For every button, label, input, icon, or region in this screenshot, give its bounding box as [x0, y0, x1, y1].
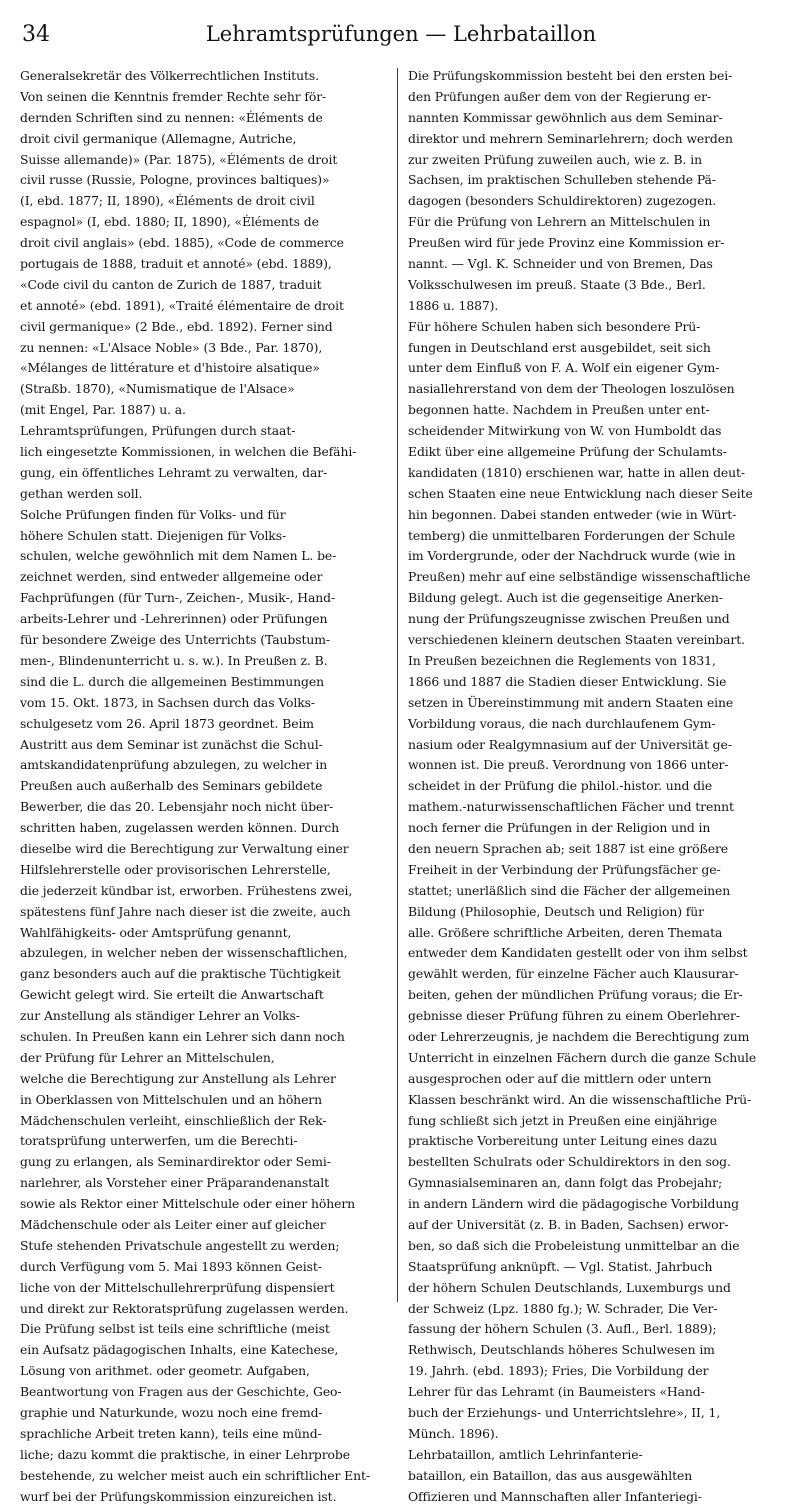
text-line: durch Verfügung vom 5. Mai 1893 können Geist- — [20, 1258, 322, 1274]
text-line: 1886 u. 1887). — [408, 297, 499, 313]
text-line: Münch. 1896). — [408, 1425, 499, 1441]
text-line: graphie und Naturkunde, wozu noch eine fremd- — [20, 1405, 323, 1420]
text-line: Unterricht in einzelnen Fächern durch die ganze Schule — [408, 1049, 757, 1065]
text-line: schulen. In Preußen kann ein Lehrer sich dann noch — [20, 1028, 345, 1044]
text-line: Solche Prüfungen finden für Volks- und für — [20, 506, 286, 522]
text-line: in Oberklassen von Mittelschulen und an höhern — [20, 1091, 323, 1107]
text-line: ben, so daß sich die Probeleistung unmittelbar an die — [408, 1237, 740, 1253]
text-line: buch der Erziehungs- und Unterrichtslehre», II, 1, — [408, 1405, 721, 1420]
text-line: gethan werden soll. — [20, 485, 143, 501]
text-line: unter dem Einfluß von F. A. Wolf ein eigener Gym- — [408, 360, 720, 376]
text-line: fungen in Deutschland erst ausgebildet, seit sich — [408, 339, 711, 355]
text-line: alle. Größere schriftliche Arbeiten, deren Themata — [408, 924, 723, 940]
text-line: der Prüfung für Lehrer an Mittelschulen, — [20, 1049, 275, 1065]
text-line: Gewicht gelegt wird. Sie erteilt die Anwartschaft — [20, 987, 324, 1003]
text-line: Hilfslehrerstelle oder provisorischen Lehrerstelle, — [20, 861, 331, 877]
text-line: zur zweiten Prüfung zuweilen auch, wie z. B. in — [408, 151, 702, 167]
text-line: Von seinen die Kenntnis fremder Rechte sehr för- — [20, 88, 327, 104]
text-line: mathem.-naturwissenschaftlichen Fächer und trennt — [408, 799, 734, 815]
text-line: Austritt aus dem Seminar ist zunächst die Schul- — [20, 736, 323, 752]
text-line: liche; dazu kommt die praktische, in einer Lehrprobe — [20, 1446, 350, 1462]
text-line: dieselbe wird die Berechtigung zur Verwaltung einer — [20, 840, 349, 856]
text-line: «Mélanges de littérature et d'histoire alsatique» — [20, 360, 320, 376]
text-line: dagogen (besonders Schuldirektoren) zugezogen. — [408, 193, 717, 209]
text-line: droit civil anglais» (ebd. 1885), «Code de commerce — [20, 235, 344, 251]
text-line: et annoté» (ebd. 1891), «Traité élémentaire de droit — [20, 297, 344, 313]
text-line: Beantwortung von Fragen aus der Geschichte, Geo- — [20, 1384, 342, 1400]
text-line: den Prüfungen außer dem von der Regierung er- — [408, 88, 712, 104]
text-line: sowie als Rektor einer Mittelschule oder einer höhern — [20, 1196, 356, 1212]
left-column — [20, 66, 396, 1507]
text-line: Edikt über eine allgemeine Prüfung der Schulamts- — [408, 444, 727, 460]
text-line: Mädchenschule oder als Leiter einer auf gleicher — [20, 1216, 326, 1232]
text-line: die jederzeit kündbar ist, erworben. Frühestens zwei, — [20, 882, 353, 898]
text-line: schulen, welche gewöhnlich mit dem Namen L. be- — [20, 548, 337, 564]
text-line: In Preußen bezeichnen die Reglements von 1831, — [408, 652, 716, 668]
text-line: sind die L. durch die allgemeinen Bestimmungen — [20, 673, 324, 689]
text-line: hin begonnen. Dabei standen entweder (wie in Würt- — [408, 506, 737, 522]
text-line: gebnisse dieser Prüfung führen zu einem Oberlehrer- — [408, 1008, 740, 1024]
text-line: Klassen beschränkt wird. An die wissenschaftliche Prü- — [408, 1091, 752, 1107]
right-column — [408, 66, 780, 1507]
text-line: direktor und mehrern Seminarlehrern; doch werden — [408, 130, 733, 146]
text-line: und direkt zur Rektoratsprüfung zugelassen werden. — [20, 1300, 349, 1316]
text-line: in andern Ländern wird die pädagogische Vorbildung — [408, 1196, 739, 1212]
text-line: praktische Vorbereitung unter Leitung eines dazu — [408, 1133, 718, 1149]
text-line: zeichnet werden, sind entweder allgemeine oder — [20, 569, 323, 585]
text-line: entweder dem Kandidaten gestellt oder von ihm selbst — [408, 945, 748, 961]
text-line: 19. Jahrh. (ebd. 1893); Fries, Die Vorbildung der — [408, 1363, 709, 1379]
text-line: Die Prüfungskommission besteht bei den ersten bei- — [408, 68, 733, 83]
text-line: Preußen auch außerhalb des Seminars gebildete — [20, 778, 323, 794]
text-line: Preußen wird für jede Provinz eine Kommission er- — [408, 235, 725, 251]
page-header — [22, 12, 780, 68]
text-line: nasiallehrerstand von dem der Theologen loszulösen — [408, 381, 735, 397]
text-line: fassung der höhern Schulen (3. Aufl., Berl. 1889); — [408, 1321, 717, 1337]
text-line: civil germanique» (2 Bde., ebd. 1892). Ferner sind — [20, 318, 333, 334]
text-line: gung, ein öffentliches Lehramt zu verwalten, dar- — [20, 464, 328, 480]
text-line: Staatsprüfung anknüpft. — Vgl. Statist. Jahrbuch — [408, 1258, 713, 1274]
text-line: begonnen hatte. Nachdem in Preußen unter ent- — [408, 402, 710, 418]
text-line: zur Anstellung als ständiger Lehrer an Volks- — [20, 1008, 300, 1024]
text-line: Volksschulwesen im preuß. Staate (3 Bde., Berl. — [408, 276, 706, 292]
column-divider — [397, 68, 398, 1302]
text-line: Vorbildung voraus, die nach durchlaufenem Gym- — [408, 715, 716, 731]
text-line: setzen in Übereinstimmung mit andern Staaten eine — [408, 694, 734, 710]
text-line: Bewerber, die das 20. Lebensjahr noch nicht über- — [20, 799, 334, 815]
text-line: (mit Engel, Par. 1887) u. a. — [20, 402, 186, 418]
text-line: der höhern Schulen Deutschlands, Luxemburgs und — [408, 1279, 731, 1295]
text-line: spätestens fünf Jahre nach dieser ist die zweite, auch — [20, 903, 351, 919]
text-line: gewählt werden, für einzelne Fächer auch Klausurar- — [408, 966, 739, 982]
text-line: für besondere Zweige des Unterrichts (Taubstum- — [20, 632, 330, 648]
text-line: sprachliche Arbeit treten kann), teils eine münd- — [20, 1425, 322, 1441]
text-line: Lösung von arithmet. oder geometr. Aufgaben, — [20, 1363, 310, 1379]
text-line: nung der Prüfungszeugnisse zwischen Preußen und — [408, 611, 730, 627]
text-line: wurf bei der Prüfungskommission einzureichen ist. — [20, 1488, 337, 1504]
text-line: Lehrer für das Lehramt (in Baumeisters «Hand- — [408, 1384, 705, 1400]
text-line: schulgesetz vom 26. April 1873 geordnet. Beim — [20, 715, 314, 731]
text-line: Bildung gelegt. Auch ist die gegenseitige Anerken- — [408, 590, 723, 606]
text-line: Offizieren und Mannschaften aller Infanteriegi- — [408, 1488, 702, 1504]
text-line: fung schließt sich jetzt in Preußen eine einjährige — [408, 1112, 717, 1128]
text-line: zu nennen: «L'Alsace Noble» (3 Bde., Par. 1870), — [20, 339, 323, 355]
text-line: Gymnasialseminaren an, dann folgt das Probejahr; — [408, 1175, 723, 1191]
text-line: auf der Universität (z. B. in Baden, Sachsen) erwor- — [408, 1216, 729, 1232]
text-line: stattet; unerläßlich sind die Fächer der allgemeinen — [408, 882, 731, 898]
text-line: kandidaten (1810) erschienen war, hatte in allen deut- — [408, 464, 746, 480]
text-line: den neuern Sprachen ab; seit 1887 ist eine größere — [408, 840, 728, 856]
text-line: ein Aufsatz pädagogischen Inhalts, eine Katechese, — [20, 1342, 339, 1358]
text-line: beiten, gehen der mündlichen Prüfung voraus; die Er- — [408, 987, 743, 1003]
text-line: espagnol» (I, ebd. 1880; II, 1890), «Éléments de — [20, 214, 319, 230]
text-line: bestehende, zu welcher meist auch ein schriftlicher Ent- — [20, 1467, 370, 1483]
text-line: Lehrbataillon, amtlich Lehrinfanterie- — [408, 1446, 643, 1462]
text-line: Preußen) mehr auf eine selbständige wissenschaftliche — [408, 569, 751, 585]
text-line: scheidet in der Prüfung die philol.-histor. und die — [408, 778, 713, 794]
text-line: narlehrer, als Vorsteher einer Präparandenanstalt — [20, 1175, 330, 1191]
text-line: toratsprüfung unterwerfen, um die Berechti- — [20, 1133, 298, 1149]
text-line: Wahlfähigkeits- oder Amtsprüfung genannt, — [20, 924, 292, 940]
text-line: temberg) die unmittelbaren Forderungen der Schule — [408, 527, 736, 543]
text-line: Für die Prüfung von Lehrern an Mittelschulen in — [408, 214, 711, 230]
text-line: dernden Schriften sind zu nennen: «Éléments de — [20, 109, 323, 125]
text-line: noch ferner die Prüfungen in der Religion und in — [408, 820, 711, 836]
text-line: Freiheit in der Verbindung der Prüfungsfächer ge- — [408, 861, 721, 877]
text-line: Für höhere Schulen haben sich besondere Prü- — [408, 318, 701, 334]
text-line: der Schweiz (Lpz. 1880 fg.); W. Schrader, Die Ver- — [408, 1300, 718, 1316]
text-line: wonnen ist. Die preuß. Verordnung von 1866 unter- — [408, 757, 729, 773]
page-number: 34 — [22, 22, 50, 47]
text-line: (I, ebd. 1877; II, 1890), «Éléments de droit civil — [20, 193, 315, 209]
text-line: nasium oder Realgymnasium auf der Universität ge- — [408, 736, 732, 752]
text-line: portugais de 1888, traduit et annoté» (ebd. 1889), — [20, 256, 332, 272]
text-line: höhere Schulen statt. Diejenigen für Volks- — [20, 527, 287, 543]
text-line: nannt. — Vgl. K. Schneider und von Bremen, Das — [408, 256, 713, 272]
text-line: lich eingesetzte Kommissionen, in welchen die Befähi- — [20, 444, 357, 460]
text-line: bestellten Schulrats oder Schuldirektors in den sog. — [408, 1154, 731, 1170]
text-line: Generalsekretär des Völkerrechtlichen Instituts. — [20, 68, 319, 83]
text-line: nannten Kommissar gewöhnlich aus dem Seminar- — [408, 109, 723, 125]
text-line: Die Prüfung selbst ist teils eine schriftliche (meist — [20, 1321, 330, 1337]
text-line: men-, Blindenunterricht u. s. w.). In Preußen z. B. — [20, 652, 328, 668]
text-line: Bildung (Philosophie, Deutsch und Religion) für — [408, 903, 704, 919]
text-line: scheidender Mitwirkung von W. von Humboldt das — [408, 423, 722, 439]
text-line: 1866 und 1887 die Stadien dieser Entwicklung. Sie — [408, 673, 727, 689]
text-line: schritten haben, zugelassen werden können. Durch — [20, 820, 340, 836]
text-line: amtskandidatenprüfung abzulegen, zu welcher in — [20, 757, 328, 773]
text-line: liche von der Mittelschullehrerprüfung dispensiert — [20, 1279, 335, 1295]
text-line: Rethwisch, Deutschlands höheres Schulwesen im — [408, 1342, 715, 1358]
text-line: civil russe (Russie, Pologne, provinces baltiques)» — [20, 172, 330, 188]
text-line: gung zu erlangen, als Seminardirektor oder Semi- — [20, 1154, 331, 1170]
text-line: welche die Berechtigung zur Anstellung als Lehrer — [20, 1070, 336, 1086]
text-line: Lehramtsprüfungen, Prüfungen durch staat- — [20, 423, 296, 439]
text-line: Fachprüfungen (für Turn-, Zeichen-, Musik-, Hand- — [20, 590, 336, 606]
text-line: Mädchenschulen verleiht, einschließlich der Rek- — [20, 1112, 327, 1128]
text-line: arbeits-Lehrer und -Lehrerinnen) oder Prüfungen — [20, 611, 328, 627]
text-line: Sachsen, im praktischen Schulleben stehende Pä- — [408, 172, 716, 188]
text-line: droit civil germanique (Allemagne, Autriche, — [20, 130, 297, 146]
running-title: Lehramtsprüfungen — Lehrbataillon — [205, 22, 597, 46]
text-line: verschiedenen kleinern deutschen Staaten vereinbart. — [408, 632, 745, 648]
text-line: im Vordergrunde, oder der Nachdruck wurde (wie in — [408, 548, 736, 564]
text-line: bataillon, ein Bataillon, das aus ausgewählten — [408, 1467, 693, 1483]
text-line: ganz besonders auch auf die praktische Tüchtigkeit — [20, 966, 341, 982]
text-line: (Straßb. 1870), «Numismatique de l'Alsace» — [20, 381, 295, 397]
text-line: Suisse allemande)» (Par. 1875), «Éléments de droit — [20, 151, 338, 167]
text-line: «Code civil du canton de Zurich de 1887, traduit — [20, 276, 322, 292]
text-line: Stufe stehenden Privatschule angestellt zu werden; — [20, 1237, 340, 1253]
text-line: vom 15. Okt. 1873, in Sachsen durch das Volks- — [20, 694, 316, 710]
text-line: abzulegen, in welcher neben der wissenschaftlichen, — [20, 945, 348, 961]
text-line: oder Lehrerzeugnis, je nachdem die Berechtigung zum — [408, 1028, 750, 1044]
text-line: schen Staaten eine neue Entwicklung nach dieser Seite — [408, 485, 753, 501]
text-line: ausgesprochen oder auf die mittlern oder untern — [408, 1070, 712, 1086]
